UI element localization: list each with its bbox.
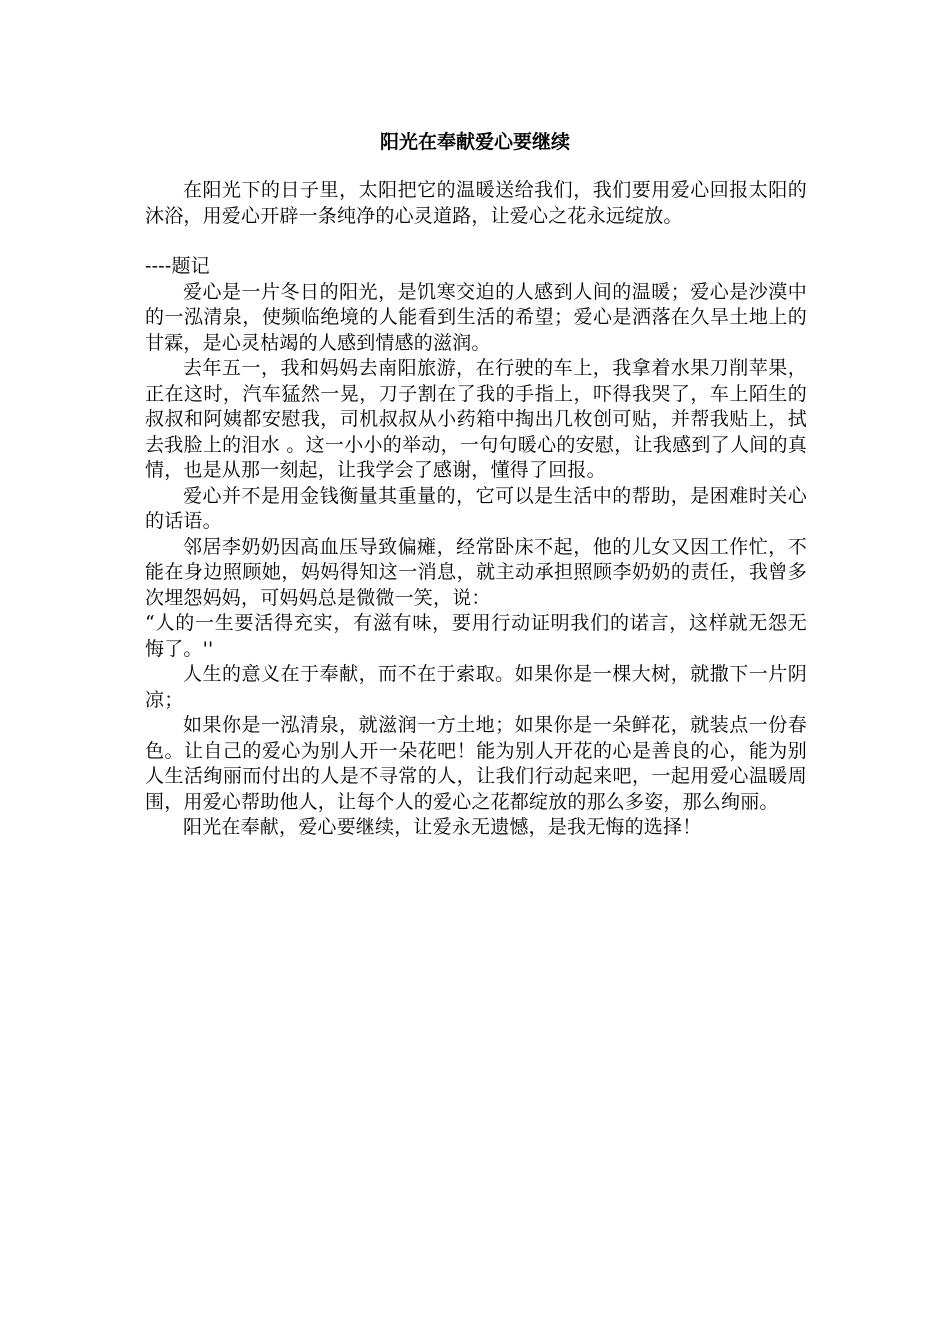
body-paragraph: 爱心并不是用金钱衡量其重量的，它可以是生活中的帮助，是困难时关心的话语。 xyxy=(145,484,807,532)
intro-paragraph: 在阳光下的日子里，太阳把它的温暖送给我们，我们要用爱心回报太阳的沐浴，用爱心开辟一条纯净的心灵道路，让爱心之花永远绽放。 xyxy=(145,179,807,227)
paragraph-gap xyxy=(145,229,807,254)
quote-paragraph: “人的一生要活得充实，有滋有味，要用行动证明我们的诺言，这样就无怨无悔了。'' xyxy=(145,612,807,660)
body-paragraph: 爱心是一片冬日的阳光，是饥寒交迫的人感到人间的温暖；爱心是沙漠中的一泓清泉，使频临绝境的人能看到生活的希望；爱心是洒落在久旱土地上的甘霖，是心灵枯竭的人感到情感的滋润。 xyxy=(145,280,807,354)
body-paragraph: 如果你是一泓清泉，就滋润一方土地；如果你是一朵鲜花，就装点一份春色。让自己的爱心为别人开一朵花吧！能为别人开花的心是善良的心，能为别人生活绚丽而付出的人是不寻常的人，让我们行动起来吧，一起用爱心温暖周围，用爱心帮助他人，让每个人的爱心之花都绽放的那么多姿，那么绚丽。 xyxy=(145,714,807,813)
document-title: 阳光在奉献爱心要继续 xyxy=(379,131,570,153)
epigraph-mark: ----题记 xyxy=(145,255,210,277)
body-paragraph: 邻居李奶奶因高血压导致偏瘫，经常卧床不起，他的儿女又因工作忙，不能在身边照顾她，妈妈得知这一消息，就主动承担照顾李奶奶的责任，我曾多次埋怨妈妈，可妈妈总是微微一笑，说： xyxy=(145,535,807,609)
closing-paragraph: 阳光在奉献，爱心要继续，让爱永无遗憾，是我无悔的选择！ xyxy=(183,816,702,838)
body-paragraph: 人生的意义在于奉献，而不在于索取。如果你是一棵大树，就撒下一片阴凉； xyxy=(145,663,807,711)
document-body xyxy=(145,178,807,841)
body-paragraph: 去年五一，我和妈妈去南阳旅游，在行驶的车上，我拿着水果刀削苹果，正在这时，汽车猛然一晃，刀子割在了我的手指上，吓得我哭了，车上陌生的叔叔和阿姨都安慰我，司机叔叔从小药箱中掏出几枚创可贴，并帮我贴上，拭去我脸上的泪水 。这一小小的举动，一句句暖心的安慰，让我感到了人间的真情，也是从那一刻起，让我学会了感谢，懂得了回报。 xyxy=(145,357,807,481)
